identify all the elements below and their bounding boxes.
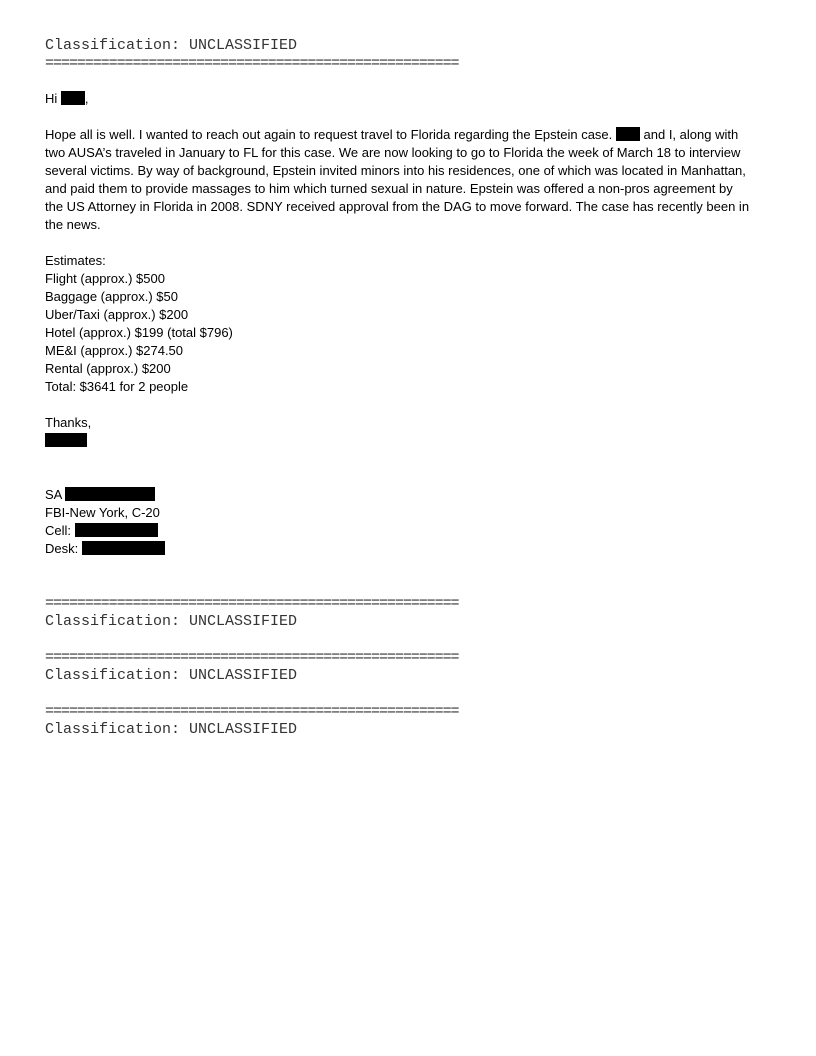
- body-paragraph: [45, 126, 775, 234]
- estimates-section: [45, 252, 775, 396]
- estimate-item: ME&I (approx.) $274.50: [45, 343, 184, 358]
- signature-office: FBI-New York, C-20: [45, 505, 160, 520]
- redacted-phone: [82, 541, 165, 555]
- signature-title: SA: [45, 487, 62, 502]
- estimate-item: Baggage (approx.) $50: [45, 289, 178, 304]
- footer-rule: ====================================================: [45, 595, 459, 612]
- footer-classification: Classification: UNCLASSIFIED: [45, 667, 298, 684]
- footer-rule: ====================================================: [45, 703, 459, 720]
- estimate-item: Flight (approx.) $500: [45, 271, 165, 286]
- greeting-prefix: Hi: [45, 91, 58, 106]
- header-classification: Classification: UNCLASSIFIED: [45, 37, 298, 54]
- desk-label: Desk:: [45, 541, 79, 556]
- footer-classification: Classification: UNCLASSIFIED: [45, 721, 298, 738]
- estimate-item: Rental (approx.) $200: [45, 361, 171, 376]
- paragraph-text: Hope all is well. I wanted to reach out again to request travel to Florida regarding the Epstein case.: [45, 127, 613, 142]
- thanks-text: Thanks,: [45, 415, 92, 430]
- paragraph-line: the news.: [45, 217, 101, 232]
- footer-rule: ====================================================: [45, 649, 459, 666]
- estimate-item: Uber/Taxi (approx.) $200: [45, 307, 189, 322]
- signature-title-line: [45, 486, 775, 504]
- footer-classification: Classification: UNCLASSIFIED: [45, 613, 298, 630]
- redacted-name: [65, 487, 155, 501]
- redacted-name: [61, 91, 85, 105]
- paragraph-line: and paid them to provide massages to him which turned sexual in nature. Epstein was offered a non-pros agreement by: [45, 181, 733, 196]
- paragraph-line: two AUSA’s traveled in January to FL for this case. We are now looking to go to Florida the week of March 18 to interview: [45, 145, 741, 160]
- estimates-heading: Estimates:: [45, 253, 106, 268]
- paragraph-line: several victims. By way of background, Epstein invited minors into his residences, one of which was located in Manhattan,: [45, 163, 746, 178]
- signature-cell-line: [45, 522, 775, 540]
- signature-block: [45, 486, 775, 558]
- estimate-item: Hotel (approx.) $199 (total $796): [45, 325, 233, 340]
- redacted-name: [616, 127, 640, 141]
- cell-label: Cell:: [45, 523, 72, 538]
- paragraph-text: and I, along with: [643, 127, 739, 142]
- redacted-phone: [75, 523, 158, 537]
- greeting: [45, 90, 775, 108]
- header-rule: ====================================================: [45, 55, 459, 72]
- greeting-suffix: ,: [84, 91, 89, 106]
- redacted-name: [45, 433, 87, 447]
- closing: [45, 414, 775, 450]
- paragraph-line: [45, 126, 775, 144]
- closing-signature-line: [45, 432, 775, 450]
- estimate-total: Total: $3641 for 2 people: [45, 379, 189, 394]
- paragraph-line: the US Attorney in Florida in 2008. SDNY received approval from the DAG to move forward. The case has recently been in: [45, 199, 750, 214]
- signature-desk-line: [45, 540, 775, 558]
